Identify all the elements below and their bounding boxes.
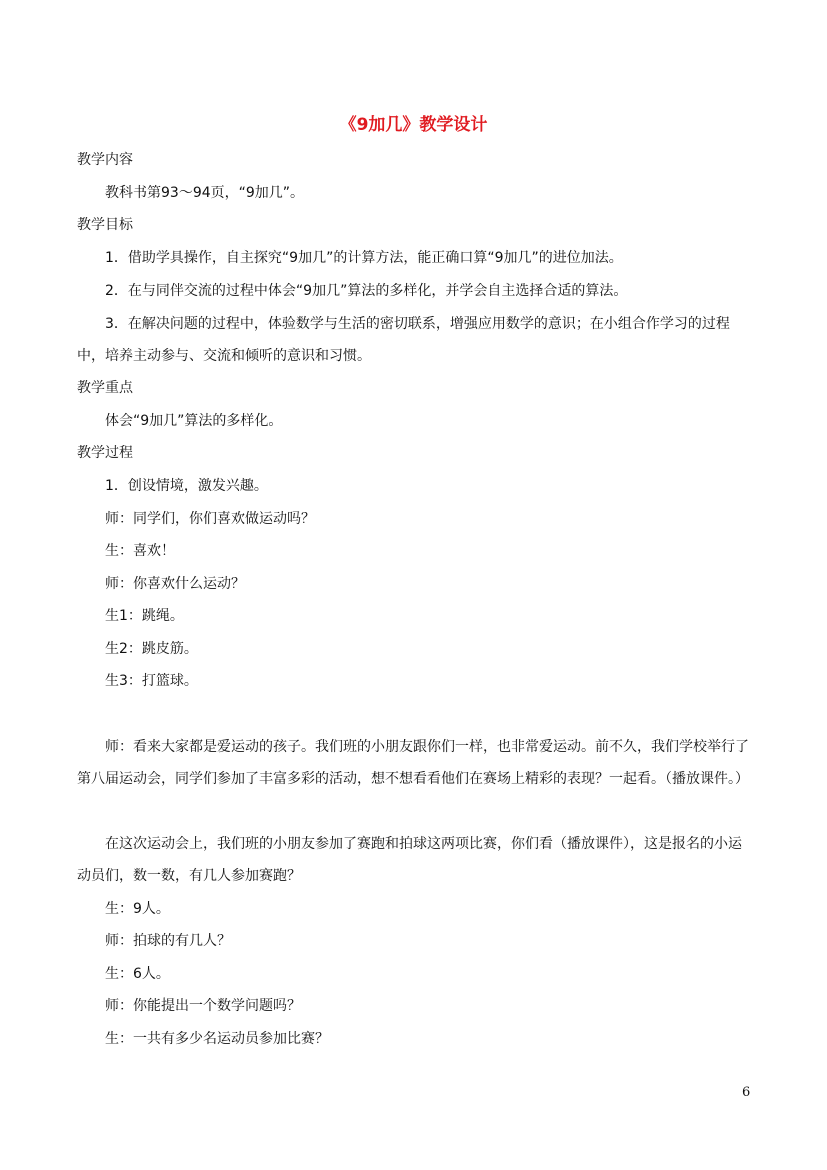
dialogue-line: 生3：打篮球。 [105, 673, 198, 689]
content-text: 教科书第93～94页，“9加几”。 [105, 185, 305, 201]
paragraph-1: 师：看来大家都是爱运动的孩子。我们班的小朋友跟你们一样，也非常爱运动。前不久，我们学校举行了第八届运动会，同学们参加了丰富多彩的活动，想不想看看他们在赛场上精彩的表现？一起看。（播放课件。） [77, 739, 749, 787]
goal-1: 1．借助学具操作，自主探究“9加几”的计算方法，能正确口算“9加几”的进位加法。 [105, 250, 623, 266]
document-title: 《9加几》教学设计 [339, 115, 488, 135]
dialogue-line: 生：6人。 [105, 966, 170, 982]
paragraph-2: 在这次运动会上，我们班的小朋友参加了赛跑和拍球这两项比赛，你们看（播放课件），这是报名的小运动员们，数一数，有几人参加赛跑？ [77, 836, 742, 884]
dialogue-line: 生：一共有多少名运动员参加比赛？ [105, 1031, 329, 1047]
dialogue-line: 师：拍球的有几人？ [105, 933, 231, 949]
dialogue-line: 生：喜欢！ [105, 543, 175, 559]
heading-goals: 教学目标 [77, 217, 133, 233]
dialogue-line: 生：9人。 [105, 901, 170, 917]
page-number: 6 [742, 1085, 751, 1100]
heading-content: 教学内容 [77, 152, 133, 168]
key-text: 体会“9加几”算法的多样化。 [105, 413, 283, 429]
heading-key: 教学重点 [77, 380, 133, 396]
step-1: 1．创设情境，激发兴趣。 [105, 478, 268, 494]
dialogue-line: 生2：跳皮筋。 [105, 641, 198, 657]
dialogue-line: 师：你喜欢什么运动？ [105, 576, 245, 592]
dialogue-line: 生1：跳绳。 [105, 608, 184, 624]
goal-3: 3．在解决问题的过程中，体验数学与生活的密切联系，增强应用数学的意识；在小组合作学习的过程中，培养主动参与、交流和倾听的意识和习惯。 [77, 316, 730, 364]
goal-2: 2．在与同伴交流的过程中体会“9加几”算法的多样化，并学会自主选择合适的算法。 [105, 283, 628, 299]
heading-process: 教学过程 [77, 445, 133, 461]
dialogue-line: 师：同学们，你们喜欢做运动吗？ [105, 511, 315, 527]
dialogue-line: 师：你能提出一个数学问题吗？ [105, 998, 301, 1014]
